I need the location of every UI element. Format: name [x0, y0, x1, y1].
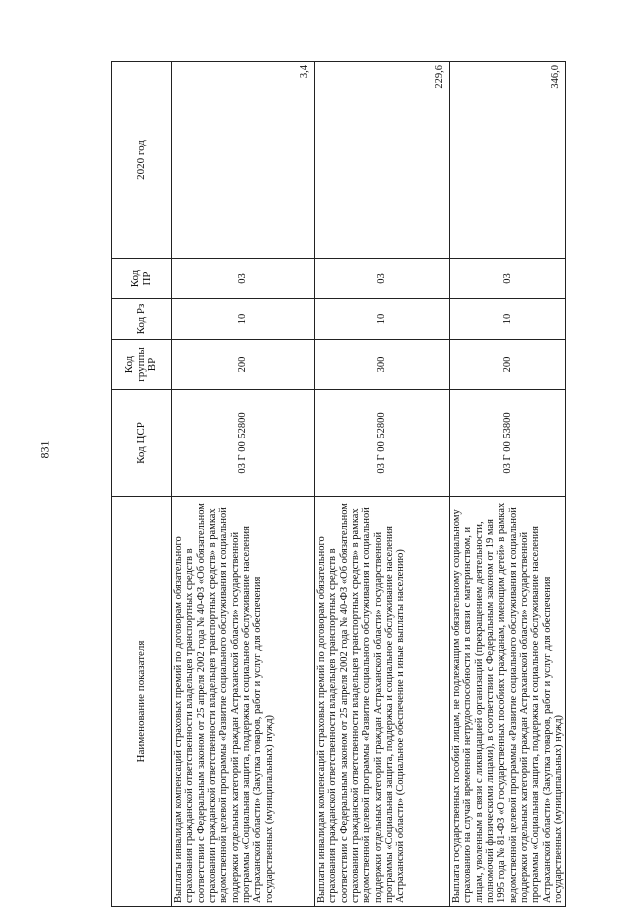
row-name: Выплата государственных пособий лицам, не подлежащим обязательному социальному страхованию на случай временной нетрудоспособности и в связи с материнством, и лицам, уволенным в связи с ликвидацией организаций (прекращением деятельности, полномочий физическими лицами), в соответствии с Федеральным законом от 19 мая 1995 года № 81-ФЗ «О государственных пособиях гражданам, имеющим детей» в рамках ведомственной целевой программы «Развитие социального обслуживания и социальной поддержки отдельных категорий граждан Астраханской области» государственной программы «Социальная защита, поддержка и социальное обслуживание населения Астраханской области» (Закупка товаров, работ и услуг для обеспечения государственных (муниципальных) нужд) [450, 497, 566, 907]
header-row [112, 62, 172, 907]
row-rz: 10 [315, 299, 450, 340]
header-rz: Код Рз [112, 299, 172, 340]
header-vr: Код группы ВР [112, 340, 172, 390]
rotated-table-frame [111, 62, 564, 907]
row-pr: 03 [315, 259, 450, 299]
row-name: Выплаты инвалидам компенсаций страховых премий по договорам обязательного страхования гражданской ответственности владельцев транспортных средств в соответствии с Федеральным законом от 25 апреля 2002 года № 40-ФЗ «Об обязательном страховании гражданской ответственности владельцев транспортных средств» в рамках ведомственной целевой программы «Развитие социального обслуживания и социальной поддержки отдельных категорий граждан Астраханской области» государственной программы «Социальная защита, поддержка и социальное обслуживание населения Астраханской области» (Социальное обеспечение и иные выплаты населению) [315, 497, 450, 907]
header-name: Наименование показателя [112, 497, 172, 907]
budget-table-container [111, 62, 564, 907]
header-pr: Код ПР [112, 259, 172, 299]
row-vr: 200 [450, 340, 566, 390]
row-csr: 03 Г 00 52800 [315, 390, 450, 497]
row-year-value: 3,4 [172, 62, 315, 259]
table-row [315, 62, 450, 907]
row-rz: 10 [450, 299, 566, 340]
row-csr: 03 Г 00 52800 [172, 390, 315, 497]
header-csr: Код ЦСР [112, 390, 172, 497]
page-number: 831 [37, 440, 52, 459]
row-vr: 300 [315, 340, 450, 390]
table-row [172, 62, 315, 907]
row-pr: 03 [450, 259, 566, 299]
row-rz: 10 [172, 299, 315, 340]
table-row [450, 62, 566, 907]
header-year: 2020 год [112, 62, 172, 259]
row-vr: 200 [172, 340, 315, 390]
row-pr: 03 [172, 259, 315, 299]
row-year-value: 229,6 [315, 62, 450, 259]
row-year-value: 346,0 [450, 62, 566, 259]
row-name: Выплаты инвалидам компенсаций страховых премий по договорам обязательного страхования гражданской ответственности владельцев транспортных средств в соответствии с Федеральным законом от 25 апреля 2002 года № 40-ФЗ «Об обязательном страховании гражданской ответственности владельцев транспортных средств» в рамках ведомственной целевой программы «Развитие социального обслуживания и социальной поддержки отдельных категорий граждан Астраханской области» государственной программы «Социальная защита, поддержка и социальное обслуживание населения Астраханской области» (Закупка товаров, работ и услуг для обеспечения государственных (муниципальных) нужд) [172, 497, 315, 907]
row-csr: 03 Г 00 53800 [450, 390, 566, 497]
budget-table [111, 61, 566, 907]
